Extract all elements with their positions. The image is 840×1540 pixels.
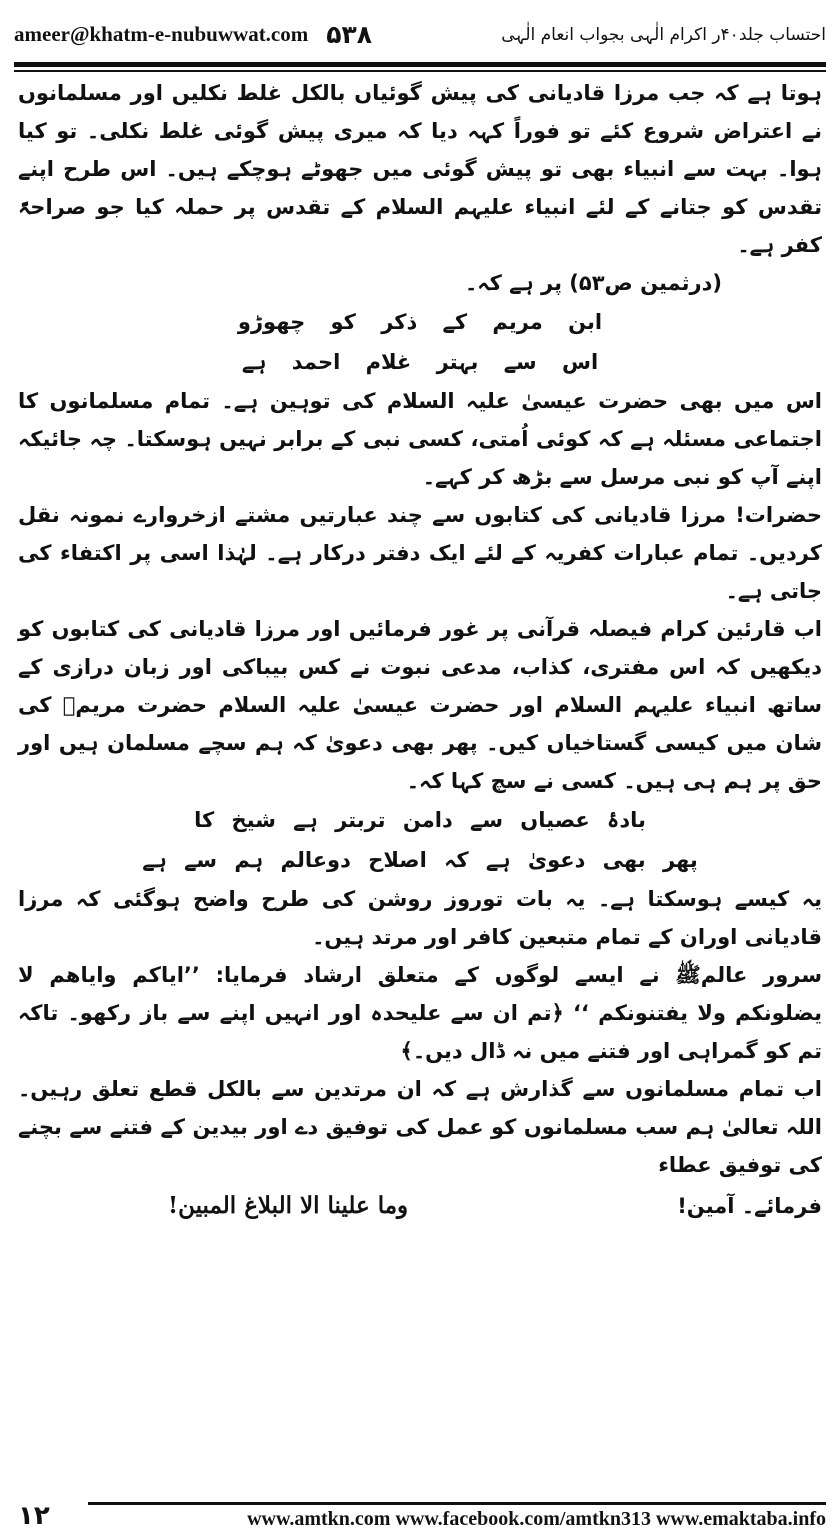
verse-1-line-1: ابن مریم کے ذکر کو چھوڑو — [237, 310, 603, 334]
reference-line: (درثمین ص۵۳) پر ہے کہ۔ — [464, 271, 722, 295]
paragraph-7: اب تمام مسلمانوں سے گذارش ہے کہ ان مرتدین سے بالکل قطع تعلق رہیں۔ اللہ تعالیٰ ہم سب مسلمانوں کو عمل کی توفیق دے اور بیدین کے فتنے سے بچنے کی توفیق عطاء — [18, 1077, 822, 1177]
footer-links[interactable]: www.amtkn.com www.facebook.com/amtkn313 www.emaktaba.info — [88, 1502, 826, 1531]
verse-2-line-1: بادۂ عصیاں سے دامن تربتر ہے شیخ کا — [194, 808, 646, 832]
header-book-title: احتساب جلد۴۰ر اکرام الٰہی بجواب انعام الٰہی — [501, 24, 826, 45]
header-page-number: ۵۳۸ — [326, 19, 373, 49]
paragraph-5: یہ کیسے ہوسکتا ہے۔ یہ بات توروز روشن کی طرح واضح ہوگئی کہ مرزا قادیانی اوران کے تمام متبعین کافر اور مرتد ہیں۔ — [18, 887, 822, 949]
header-left — [14, 20, 372, 49]
page-header — [14, 8, 826, 60]
header-rule-thick — [14, 62, 826, 67]
header-rule-thin — [14, 70, 826, 72]
footer-folio: ۱۲ — [18, 1501, 50, 1531]
closing-row — [18, 1186, 822, 1226]
page-footer — [14, 1497, 826, 1535]
paragraph-1: ہوتا ہے کہ جب مرزا قادیانی کی پیش گوئیاں بالکل غلط نکلیں اور مسلمانوں نے اعتراض شروع کئے تو فوراً کہہ دیا کہ میری پیش گوئی غلط نکلی۔ تو کیا ہوا۔ بہت سے انبیاء بھی تو پیش گوئی میں جھوٹے ہوچکے ہیں۔ اس طرح اپنے تقدس کو جتانے کے لئے انبیاء علیہم السلام کے تقدس پر حملہ کیا جو صراحۃً کفر ہے۔ — [18, 81, 822, 257]
closing-phrase: وما علینا الا البلاغ المبین! — [168, 1192, 409, 1219]
verse-1-line-2: اس سے بہتر غلام احمد ہے — [241, 350, 599, 374]
header-email[interactable]: ameer@khatm-e-nubuwwat.com — [14, 21, 309, 46]
paragraph-2: اس میں بھی حضرت عیسیٰ علیہ السلام کی توہین ہے۔ تمام مسلمانوں کا اجتماعی مسئلہ ہے کہ کوئی اُمتی، کسی نبی کے برابر نہیں ہوسکتا۔ چہ جائیکہ اپنے آپ کو نبی مرسل سے بڑھ کر کہے۔ — [18, 389, 822, 489]
paragraph-7-end: فرمائے۔ آمین! — [677, 1194, 822, 1218]
page-body — [18, 74, 822, 1226]
paragraph-3: حضرات! مرزا قادیانی کی کتابوں سے چند عبارتیں مشتے ازخروارے نمونہ نقل کردیں۔ تمام عبارات کفریہ کے لئے ایک دفتر درکار ہے۔ لہٰذا اسی پر اکتفاء کی جاتی ہے۔ — [18, 503, 822, 603]
paragraph-4: اب قارئین کرام فیصلہ قرآنی پر غور فرمائیں اور مرزا قادیانی کی کتابوں کو دیکھیں کہ اس مفتری، کذاب، مدعی نبوت نے کس بیباکی اور زبان درازی کے ساتھ انبیاء علیہم السلام اور حضرت عیسیٰ علیہ السلام حضرت مریمؑ کی شان میں کیسی گستاخیاں کیں۔ پھر بھی دعویٰ کہ ہم سچے مسلمان ہیں اور حق پر ہم ہی ہیں۔ کسی نے سچ کہا کہ۔ — [18, 617, 822, 793]
verse-2-line-2: پھر بھی دعویٰ ہے کہ اصلاح دوعالم ہم سے ہے — [142, 848, 698, 872]
paragraph-6: سرور عالمﷺ نے ایسے لوگوں کے متعلق ارشاد فرمایا: ’’ایاکم وایاھم لا یضلونکم ولا یفتنونکم ‘‘ ﴿تم ان سے علیحدہ اور انہیں اپنے سے باز رکھو۔ تاکہ تم کو گمراہی اور فتنے میں نہ ڈال دیں۔﴾ — [18, 963, 822, 1063]
